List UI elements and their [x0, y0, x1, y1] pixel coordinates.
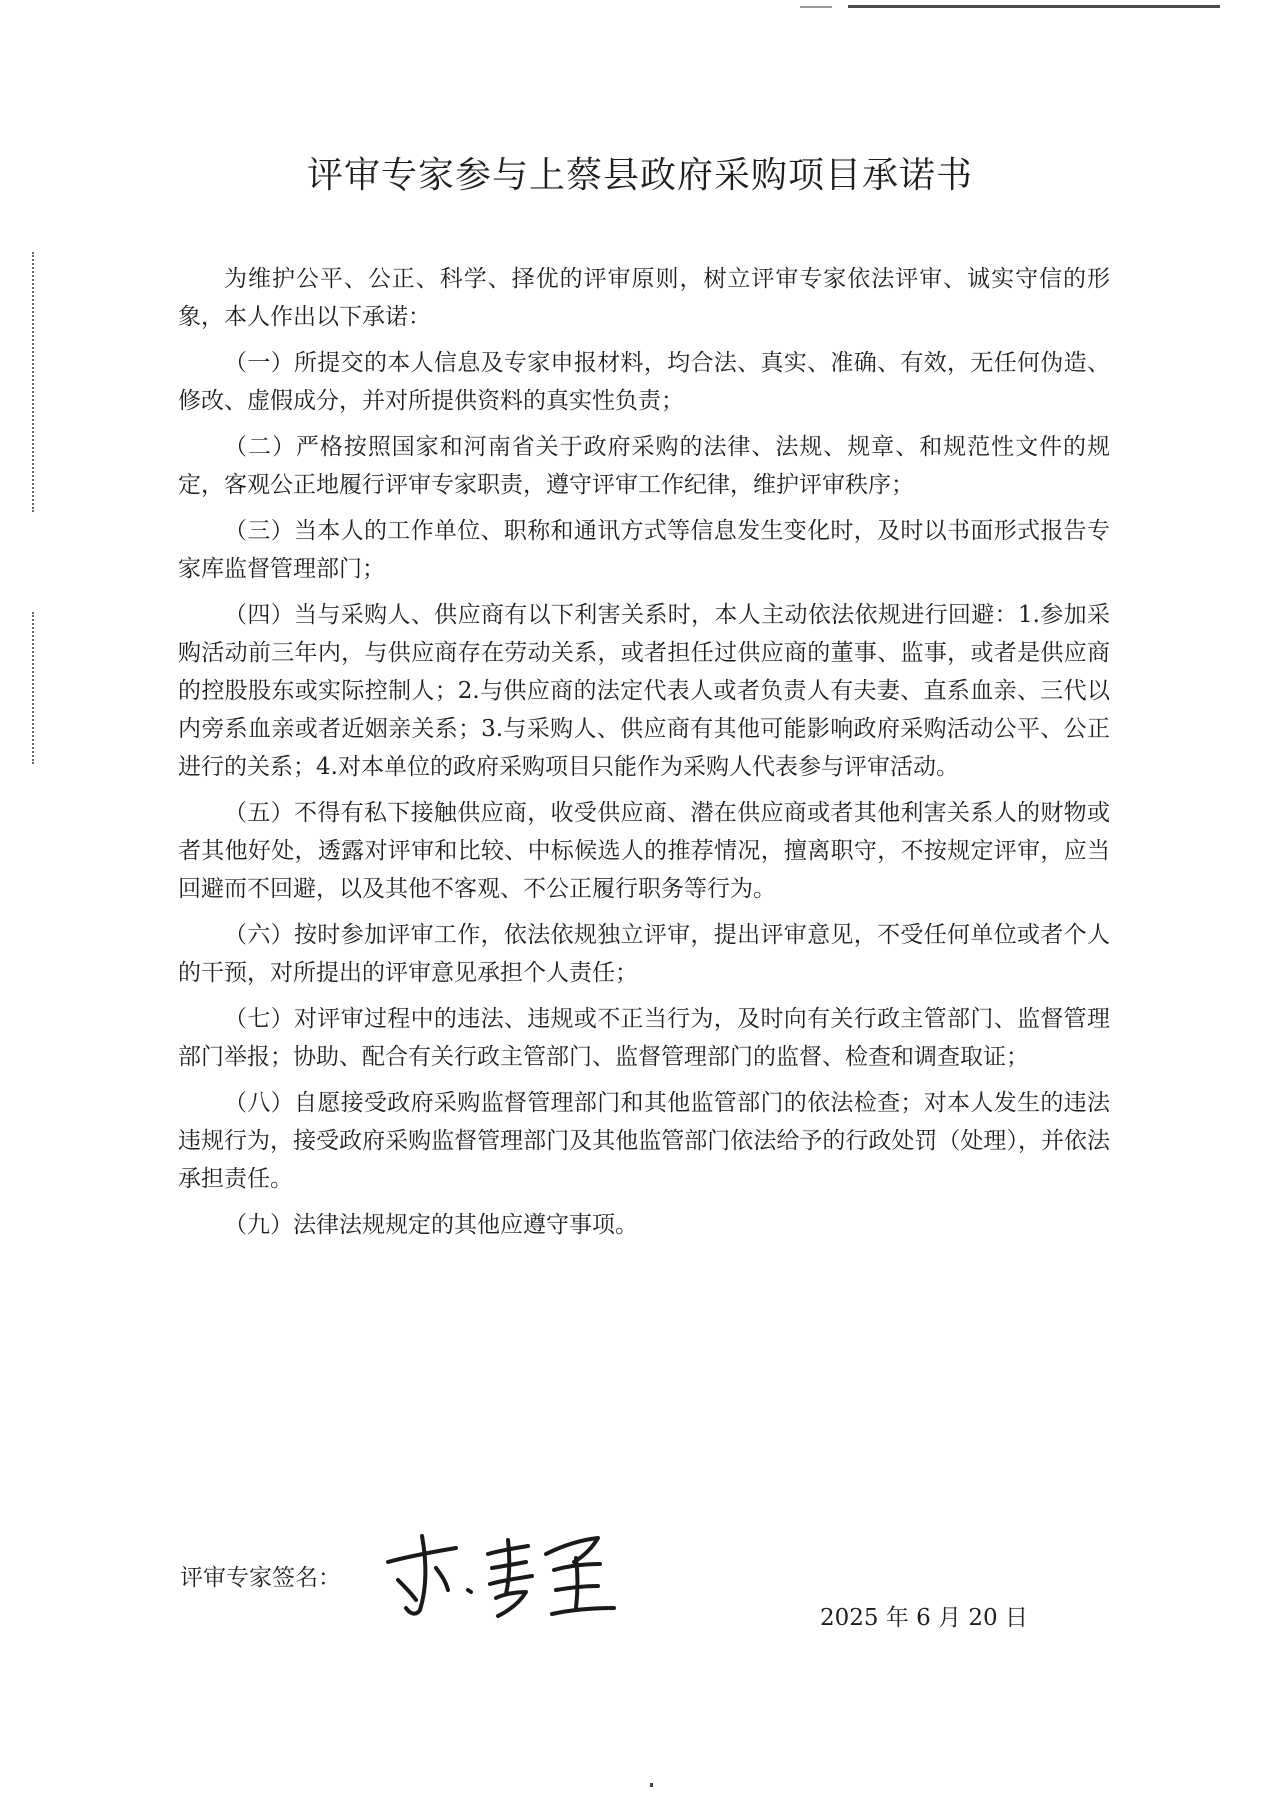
- document-title: 评审专家参与上蔡县政府采购项目承诺书: [306, 155, 973, 196]
- paragraph-clause-5: （五）不得有私下接触供应商，收受供应商、潜在供应商或者其他利害关系人的财物或者其他好处，透露对评审和比较、中标候选人的推荐情况，擅离职守，不按规定评审，应当回避而不回避，以及其他不客观、不公正履行职务等行为。: [178, 800, 1110, 902]
- paragraph-clause-3: （三）当本人的工作单位、职称和通讯方式等信息发生变化时，及时以书面形式报告专家库监督管理部门；: [178, 518, 1110, 582]
- paragraph-clause-7: （七）对评审过程中的违法、违规或不正当行为，及时向有关行政主管部门、监督管理部门举报；协助、配合有关行政主管部门、监督管理部门的监督、检查和调查取证；: [178, 1006, 1110, 1070]
- signature-label: 评审专家签名：: [180, 1565, 341, 1591]
- signature-row: [180, 1538, 780, 1628]
- paragraph-clause-8: （八）自愿接受政府采购监督管理部门和其他监管部门的依法检查；对本人发生的违法违规行为，接受政府采购监督管理部门及其他监管部门依法给予的行政处罚（处理），并依法承担责任。: [178, 1090, 1110, 1192]
- scan-artifact-line: [848, 5, 1220, 8]
- scan-artifact-line: [800, 6, 832, 8]
- scan-artifact-dot: [650, 1783, 653, 1787]
- paragraph-clause-6: （六）按时参加评审工作，依法依规独立评审，提出评审意见，不受任何单位或者个人的干预，对所提出的评审意见承担个人责任；: [178, 922, 1110, 986]
- paragraph-clause-4: （四）当与采购人、供应商有以下利害关系时，本人主动依法依规进行回避：1.参加采购活动前三年内，与供应商存在劳动关系，或者担任过供应商的董事、监事，或者是供应商的控股股东或实际控制人；2.与供应商的法定代表人或者负责人有夫妻、直系血亲、三代以内旁系血亲或者近姻亲关系；3.与采购人、供应商有其他可能影响政府采购活动公平、公正进行的关系；4.对本单位的政府采购项目只能作为采购人代表参与评审活动。: [178, 602, 1110, 780]
- paragraph-intro: 为维护公平、公正、科学、择优的评审原则，树立评审专家依法评审、诚实守信的形象，本人作出以下承诺：: [178, 266, 1110, 330]
- handwritten-signature-icon: [370, 1518, 630, 1628]
- binding-holes-mark: [32, 252, 34, 512]
- paragraph-clause-2: （二）严格按照国家和河南省关于政府采购的法律、法规、规章、和规范性文件的规定，客观公正地履行评审专家职责，遵守评审工作纪律，维护评审秩序；: [178, 434, 1110, 498]
- paragraph-clause-9: （九）法律法规规定的其他应遵守事项。: [224, 1212, 638, 1238]
- paragraph-clause-1: （一）所提交的本人信息及专家申报材料，均合法、真实、准确、有效，无任何伪造、修改、虚假成分，并对所提供资料的真实性负责；: [178, 350, 1110, 414]
- binding-holes-mark: [32, 612, 34, 764]
- document-body: [178, 260, 1110, 1252]
- signing-date: 2025 年 6 月 20 日: [820, 1605, 1028, 1631]
